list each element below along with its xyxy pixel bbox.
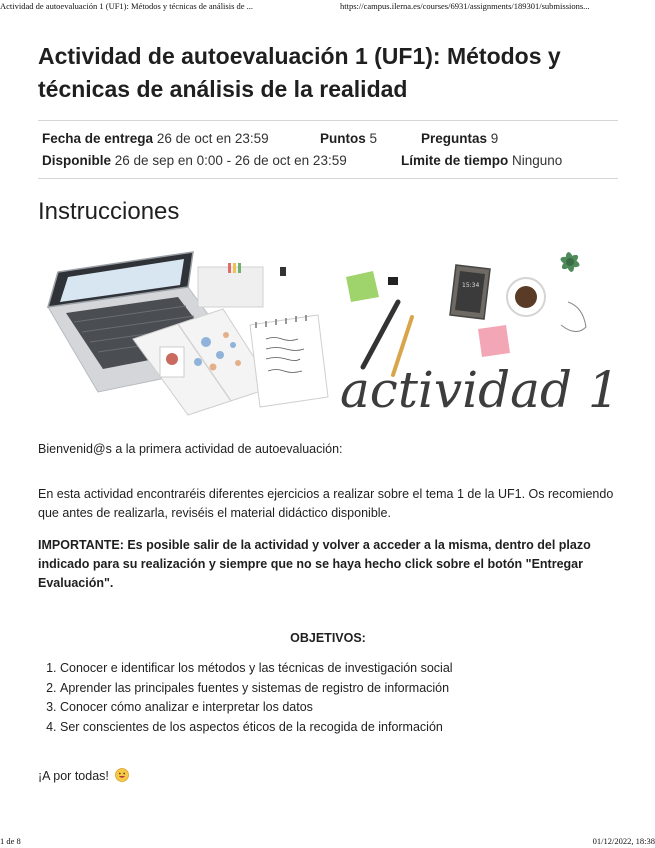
time-limit bbox=[401, 150, 562, 172]
print-timestamp: 01/12/2022, 18:38 bbox=[592, 836, 655, 846]
print-header-url: https://campus.ilerna.es/courses/6931/assignments/189301/submissions... bbox=[340, 1, 590, 11]
objective-item: 4. Ser conscientes de los aspectos éticos de la recogida de información bbox=[60, 718, 618, 738]
desk-illustration bbox=[38, 247, 618, 423]
welcome-text: Bienvenid@s a la primera actividad de autoevaluación: bbox=[38, 442, 343, 456]
phone-time: 15:34 bbox=[462, 282, 480, 289]
due-date bbox=[42, 128, 269, 150]
instructions-heading: Instrucciones bbox=[38, 198, 180, 225]
questions-label: Preguntas bbox=[421, 131, 488, 146]
points-value: 5 bbox=[369, 131, 378, 146]
details-row-2 bbox=[42, 150, 618, 172]
availability-label: Disponible bbox=[42, 153, 112, 168]
due-date-label: Fecha de entrega bbox=[42, 131, 154, 146]
assignment-details bbox=[38, 120, 618, 179]
grinning-face-icon bbox=[115, 768, 129, 782]
important-notice: IMPORTANTE: Es posible salir de la actividad y volver a acceder a la misma, dentro del plazo indicado para su realización y siempre que no se haya hecho click sobre el botón "Entregar Evaluación". bbox=[38, 538, 591, 590]
availability-value: 26 de sep en 0:00 - 26 de oct en 23:59 bbox=[114, 153, 347, 168]
activity-banner-image bbox=[38, 247, 618, 423]
questions-value: 9 bbox=[490, 131, 499, 146]
closing-line bbox=[38, 767, 618, 786]
print-footer bbox=[0, 836, 655, 848]
print-header-title: Actividad de autoevaluación 1 (UF1): Métodos y técnicas de análisis de ... bbox=[0, 1, 254, 11]
time-limit-label: Límite de tiempo bbox=[401, 153, 509, 168]
print-header bbox=[0, 0, 655, 12]
objective-item: 1. Conocer e identificar los métodos y las técnicas de investigación social bbox=[60, 659, 618, 679]
objective-item: 3. Conocer cómo analizar e interpretar los datos bbox=[60, 698, 618, 718]
objective-item: 2. Aprender las principales fuentes y sistemas de registro de información bbox=[60, 679, 618, 699]
page-title: Actividad de autoevaluación 1 (UF1): Métodos y técnicas de análisis de la realidad bbox=[38, 43, 561, 102]
time-limit-value: Ninguno bbox=[512, 153, 563, 168]
closing-text: ¡A por todas! bbox=[38, 769, 109, 783]
intro-text: En esta actividad encontraréis diferentes ejercicios a realizar sobre el tema 1 de la UF1. Os recomiendo que antes de realizarla, reviséis el material didáctico disponible. bbox=[38, 487, 614, 520]
points-label: Puntos bbox=[320, 131, 366, 146]
objectives-heading: OBJETIVOS: bbox=[290, 631, 366, 645]
availability bbox=[42, 150, 347, 172]
questions bbox=[421, 128, 498, 150]
points bbox=[320, 128, 377, 150]
banner-script-text: actividad 1 bbox=[340, 361, 618, 419]
details-row-1 bbox=[42, 128, 618, 150]
assignment-content bbox=[38, 40, 618, 786]
due-date-value: 26 de oct en 23:59 bbox=[156, 131, 269, 146]
objectives-list bbox=[38, 659, 618, 737]
page-counter: 1 de 8 bbox=[0, 836, 21, 846]
